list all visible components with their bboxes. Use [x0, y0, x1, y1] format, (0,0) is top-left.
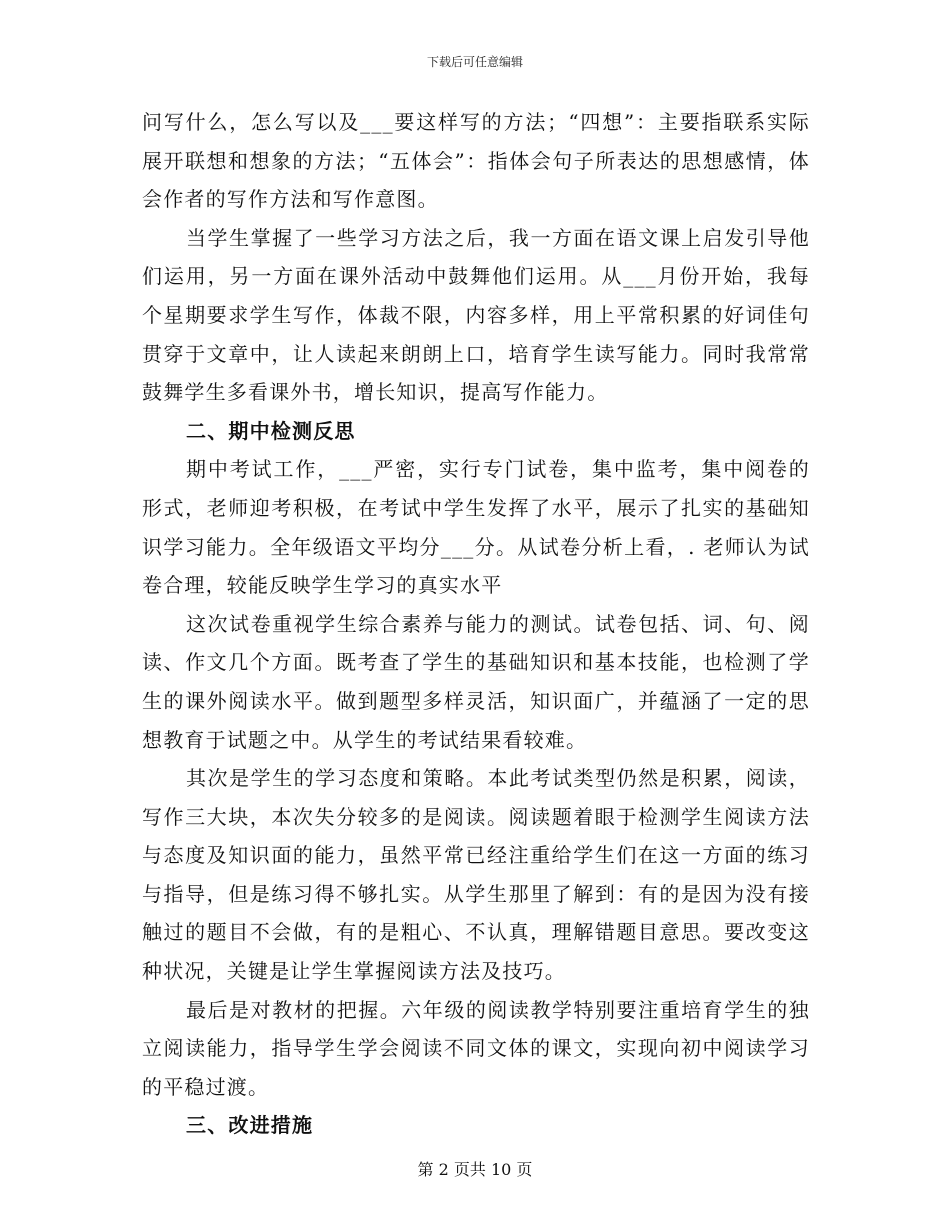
paragraph-textbook-mastery: 最后是对教材的把握。六年级的阅读教学特别要注重培育学生的独立阅读能力，指导学生学会阅读不同文体的课文，实现向初中阅读学习的平稳过渡。	[142, 997, 810, 1099]
section-heading-midterm-reflection: 二、期中检测反思	[186, 418, 356, 443]
paragraph-exam-work: 期中考试工作，___严密，实行专门试卷，集中监考，集中阅卷的形式，老师迎考积极，在考试中学生发挥了水平，展示了扎实的基础知识学习能力。全年级语文平均分___分。从试卷分析上看，. 老师认为试卷合理，较能反映学生学习的真实水平	[142, 457, 810, 598]
page-header: 下载后可任意编辑	[426, 55, 523, 69]
section-heading-improvement-measures: 三、改进措施	[186, 1113, 314, 1138]
paragraph-learning-attitude: 其次是学生的学习态度和策略。本此考试类型仍然是积累，阅读，写作三大块，本次失分较多的是阅读。阅读题着眼于检测学生阅读方法与态度及知识面的能力，虽然平常已经注重给学生们在这一方面的练习与指导，但是练习得不够扎实。从学生那里了解到：有的是因为没有接触过的题目不会做，有的是粗心、不认真，理解错题目意思。要改变这种状况，关键是让学生掌握阅读方法及技巧。	[142, 766, 810, 984]
paragraph-exam-content: 这次试卷重视学生综合素养与能力的测试。试卷包括、词、句、阅读、作文几个方面。既考查了学生的基础知识和基本技能，也检测了学生的课外阅读水平。做到题型多样灵活，知识面广，并蕴涵了一定的思想教育于试题之中。从学生的考试结果看较难。	[142, 611, 810, 752]
page-number: 第 2 页共 10 页	[417, 1160, 533, 1179]
paragraph-learning-methods: 当学生掌握了一些学习方法之后，我一方面在语文课上启发引导他们运用，另一方面在课外活动中鼓舞他们运用。从___月份开始，我每个星期要求学生写作，体裁不限，内容多样，用上平常积累的好词佳句贯穿于文章中，让人读起来朗朗上口，培育学生读写能力。同时我常常鼓舞学生多看课外书，增长知识，提高写作能力。	[142, 225, 810, 405]
paragraph-continued: 问写什么，怎么写以及___要这样写的方法；“四想”：主要指联系实际展开联想和想象的方法；“五体会”：指体会句子所表达的思想感情，体会作者的写作方法和写作意图。	[142, 110, 810, 212]
document-body	[142, 103, 810, 1145]
